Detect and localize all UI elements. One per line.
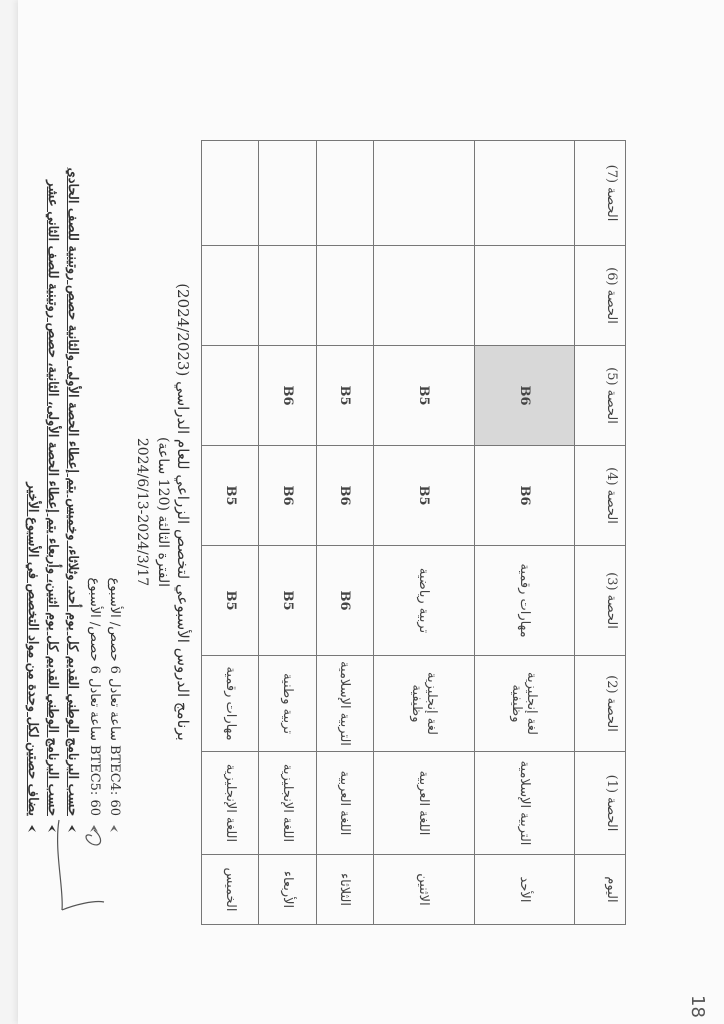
table-row	[259, 141, 316, 925]
note-old-program-2: حسب البرنامج الوطني القديم كل يوم اثنين، وأربعاء يتم إعطاء الحصة الأولى، الثانية، حصص روتينية للصف الثاني عشر	[45, 180, 60, 816]
period-cell: اللغة الإنجليزية	[202, 752, 259, 855]
bold-notes-block	[22, 167, 82, 834]
column-header: اليوم	[575, 855, 626, 925]
period-cell: B5	[202, 446, 259, 546]
table-row	[202, 141, 259, 925]
day-cell: الأحد	[474, 855, 574, 925]
column-header: الحصة (1)	[575, 752, 626, 855]
date-range: 2024/6/13-2024/3/17	[134, 437, 150, 587]
period-cell: B5	[374, 446, 474, 546]
notes-block	[84, 294, 124, 834]
day-cell: الثلاثاء	[316, 855, 373, 925]
period-cell: اللغة العربية	[374, 752, 474, 855]
note-line	[42, 180, 62, 834]
note-btec5: BTEC5: 60 ساعة تعادل 6 حصص/ الأسبوع	[87, 577, 102, 816]
period-cell	[202, 141, 259, 246]
page-number: 18	[686, 995, 708, 1018]
period-cell-highlighted: B6	[474, 346, 574, 446]
period-label: الفترة الثالثة (120 ساعة)	[155, 436, 171, 588]
column-header: الحصة (7)	[575, 141, 626, 246]
note-line	[22, 274, 42, 834]
column-header: الحصة (2)	[575, 656, 626, 752]
period-cell	[202, 346, 259, 446]
note-line	[84, 294, 104, 834]
period-cell: التربية الإسلامية	[316, 656, 373, 752]
note-btec4: BTEC4: 60 ساعة تعادل 6 حصص/ الأسبوع	[107, 577, 122, 816]
day-cell: الاثنين	[374, 855, 474, 925]
period-cell: مهارات رقمية	[474, 546, 574, 656]
period-cell	[316, 141, 373, 246]
handwritten-signature	[44, 810, 114, 920]
period-cell: B6	[316, 546, 373, 656]
table-row	[374, 141, 474, 925]
period-cell	[474, 141, 574, 246]
period-cell: B6	[259, 346, 316, 446]
period-cell: اللغة العربية	[316, 752, 373, 855]
column-header: الحصة (3)	[575, 546, 626, 656]
period-cell: تربية وطنية	[259, 656, 316, 752]
table-row	[474, 141, 574, 925]
table-header-row	[575, 141, 626, 925]
note-line	[62, 167, 82, 834]
period-cell: اللغة الإنجليزية	[259, 752, 316, 855]
table-row	[316, 141, 373, 925]
note-line	[104, 294, 124, 834]
arrow-bullet-icon	[27, 822, 39, 834]
period-cell: B5	[316, 346, 373, 446]
period-cell: مهارات رقمية	[202, 656, 259, 752]
period-cell	[374, 141, 474, 246]
period-cell	[474, 246, 574, 346]
period-cell	[374, 246, 474, 346]
period-cell: لغة إنجليزية وظيفية	[474, 656, 574, 752]
period-cell: B5	[374, 346, 474, 446]
column-header: الحصة (6)	[575, 246, 626, 346]
period-cell: B5	[202, 546, 259, 656]
period-cell: B5	[259, 546, 316, 656]
period-cell	[259, 246, 316, 346]
note-old-program-1: حسب البرنامج الوطني القديم كل يوم أحد، وثلاثاء، وخميس يتم إعطاء الحصة الأولى والثانية حصص روتينية للصف الحادي	[65, 167, 80, 816]
period-cell: B6	[316, 446, 373, 546]
period-cell: تربية رياضية	[374, 546, 474, 656]
column-header: الحصة (4)	[575, 446, 626, 546]
day-cell: الخميس	[202, 855, 259, 925]
column-header: الحصة (5)	[575, 346, 626, 446]
document-title: برنامج الدروس الأسبوعي لتخصص الزراعي للعام الدراسي (2024/2023)	[174, 283, 192, 741]
period-cell: التربية الإسلامية	[474, 752, 574, 855]
period-cell	[259, 141, 316, 246]
day-cell: الأربعاء	[259, 855, 316, 925]
schedule-table	[201, 140, 626, 925]
period-cell: لغة إنجليزية وظيفية	[374, 656, 474, 752]
note-extra-sessions: يضاف حصتين لكل وحدة من مواد التخصص في الأسبوع الأخير	[25, 482, 40, 816]
period-cell: B6	[474, 446, 574, 546]
period-cell: B6	[259, 446, 316, 546]
period-cell	[316, 246, 373, 346]
period-cell	[202, 246, 259, 346]
